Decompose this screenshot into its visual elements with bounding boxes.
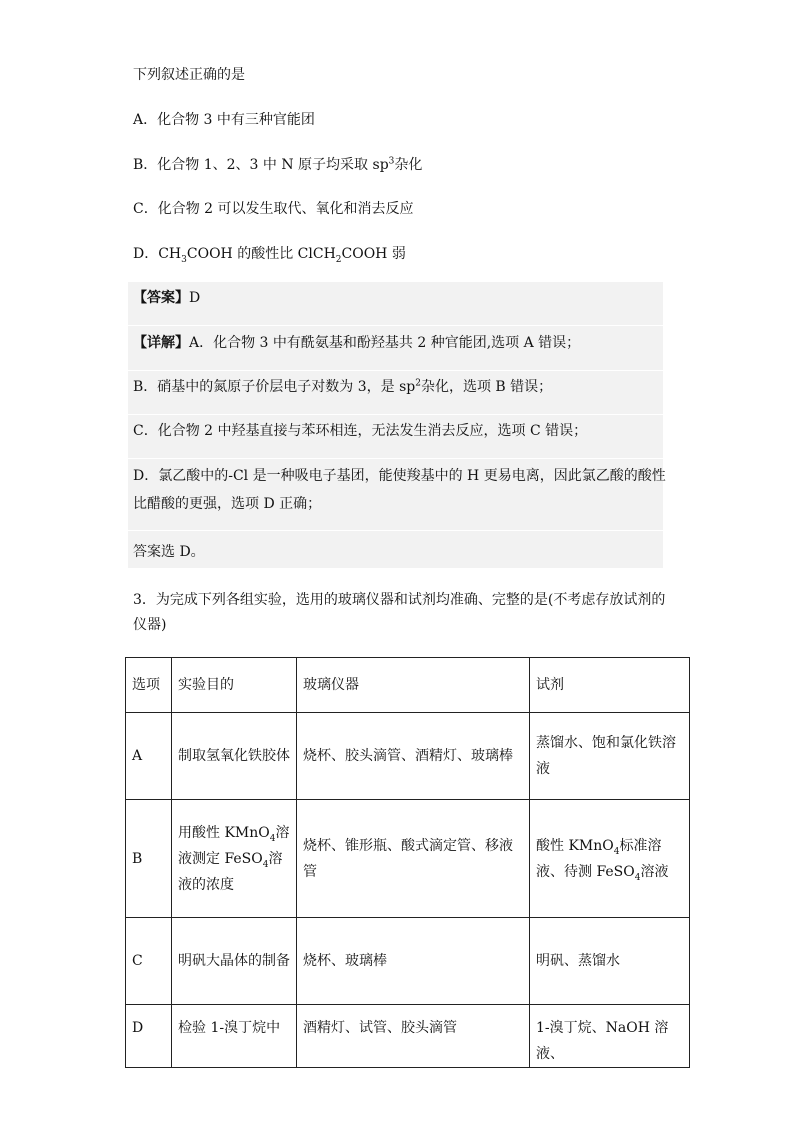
question-prompt: 下列叙述正确的是 — [133, 67, 245, 83]
option-a: A．化合物 3 中有三种官能团 — [133, 112, 315, 128]
row-b-option: B — [126, 800, 172, 918]
detail-b: B．硝基中的氮原子价层电子对数为 3，是 $sp^2$杂化，选项 B 错误； — [133, 378, 553, 395]
options-table — [125, 657, 690, 1068]
question-3-text: 3．为完成下列各组实验，选用的玻璃仪器和试剂均准确、完整的是(不考虑存放试剂的仪器) — [133, 592, 666, 633]
row-c-glassware: 烧杯、玻璃棒 — [297, 918, 530, 1005]
row-a-reagent: 蒸馏水、饱和氯化铁溶液 — [530, 713, 690, 800]
header-glassware: 玻璃仪器 — [297, 658, 530, 713]
detail-d-2: 比醋酸的更强，选项 D 正确； — [133, 496, 322, 512]
option-b: B．化合物 1、2、3 中 N 原子均采取 $sp^3$杂化 — [133, 156, 423, 173]
row-a-purpose: 制取氢氧化铁胶体 — [172, 713, 297, 800]
row-c-purpose: 明矾大晶体的制备 — [172, 918, 297, 1005]
detail-c: C．化合物 2 中羟基直接与苯环相连，无法发生消去反应，选项 C 错误； — [133, 423, 588, 439]
row-d-reagent: 1-溴丁烷、NaOH 溶液、 — [530, 1005, 690, 1068]
detail-a: 【详解】A．化合物 3 中有酰氨基和酚羟基共 2 种官能团,选项 A 错误； — [133, 335, 581, 351]
header-reagent: 试剂 — [530, 658, 690, 713]
option-c: C．化合物 2 可以发生取代、氧化和消去反应 — [133, 201, 414, 217]
detail-d-1: D．氯乙酸中的-Cl 是一种吸电子基团，能使羧基中的 H 更易电离，因此氯乙酸的酸性 — [133, 468, 666, 484]
header-option: 选项 — [126, 658, 172, 713]
row-c-reagent: 明矾、蒸馏水 — [530, 918, 690, 1005]
row-a-option: A — [126, 713, 172, 800]
row-b-purpose: 用酸性 KMnO$_4$溶液测定 FeSO$_4$溶液的浓度 — [172, 800, 297, 918]
row-d-purpose: 检验 1-溴丁烷中 — [172, 1005, 297, 1068]
header-purpose: 实验目的 — [172, 658, 297, 713]
row-a-glassware: 烧杯、胶头滴管、酒精灯、玻璃棒 — [297, 713, 530, 800]
table-row — [126, 800, 690, 918]
table-row — [126, 918, 690, 1005]
row-b-reagent: 酸性 KMnO$_4$标准溶液、待测 FeSO$_4$溶液 — [530, 800, 690, 918]
row-b-glassware: 烧杯、锥形瓶、酸式滴定管、移液管 — [297, 800, 530, 918]
table-header-row — [126, 658, 690, 713]
table-row — [126, 1005, 690, 1068]
answer-line: 【答案】D — [133, 290, 201, 306]
row-d-option: D — [126, 1005, 172, 1068]
row-c-option: C — [126, 918, 172, 1005]
table-row — [126, 713, 690, 800]
row-d-glassware: 酒精灯、试管、胶头滴管 — [297, 1005, 530, 1068]
option-d: D．$CH_3COOH$ 的酸性比 ClCH$_2$COOH 弱 — [133, 246, 406, 265]
answer-conclusion: 答案选 D。 — [133, 544, 205, 560]
